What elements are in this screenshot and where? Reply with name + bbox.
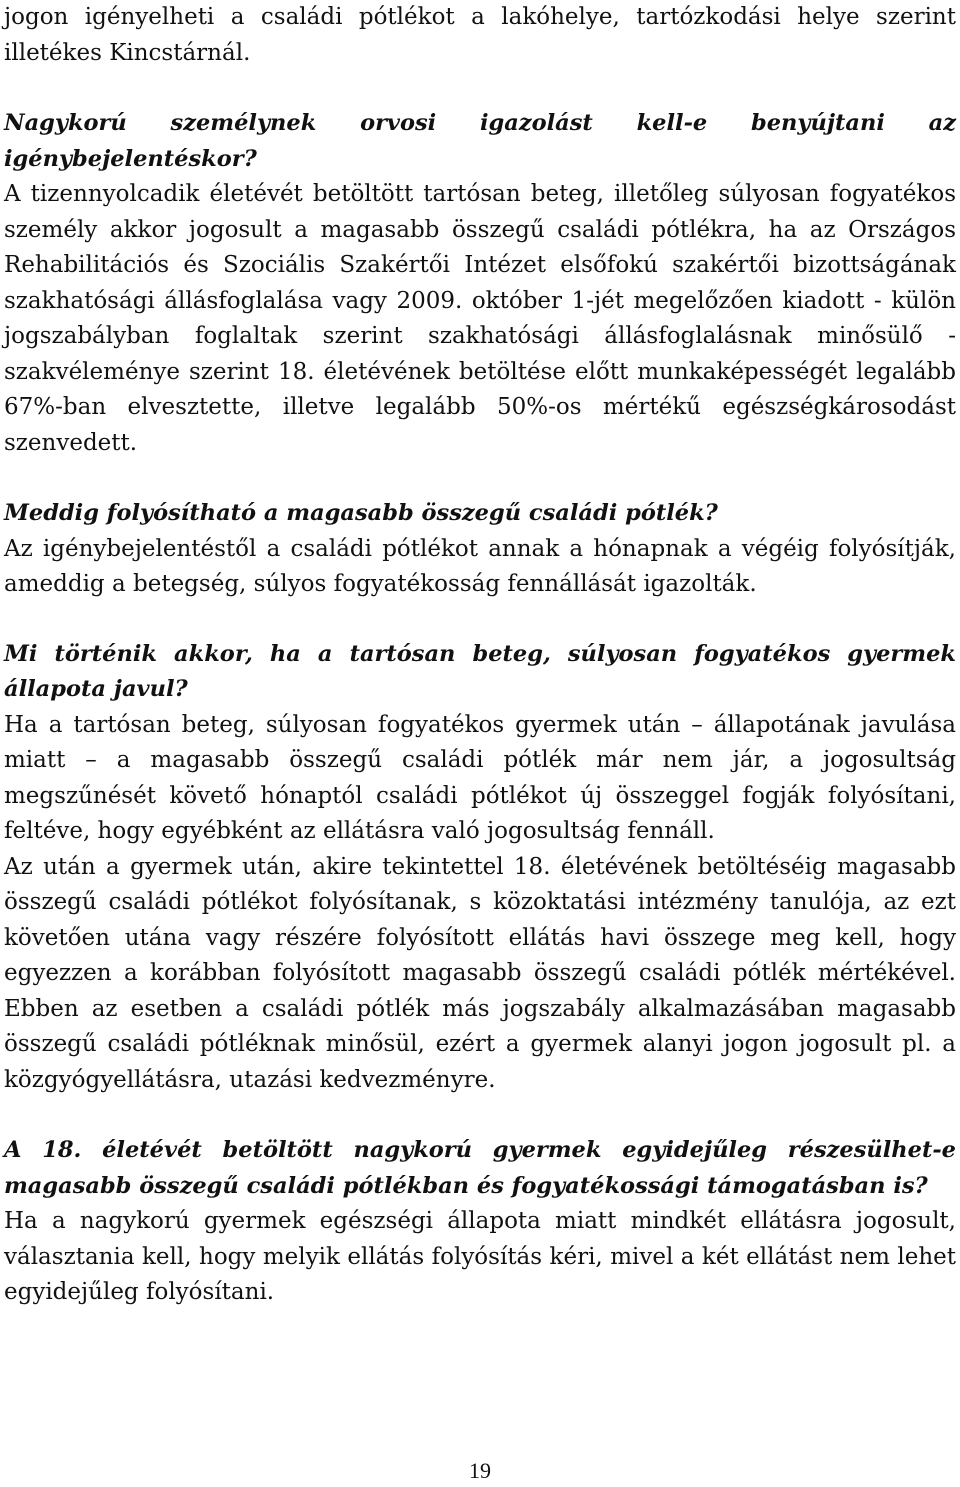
- answer-simultaneous-benefits: Ha a nagykorú gyermek egészségi állapota miatt mindkét ellátásra jogosult, választania kell, hogy melyik ellátás folyósítás kéri, mivel a két ellátást nem lehet egyidejűleg folyósítani.: [4, 1208, 956, 1305]
- answer-medical-certificate: A tizennyolcadik életévét betöltött tartósan beteg, illetőleg súlyosan fogyatékos személy akkor jogosult a magasabb összegű családi pótlékra, ha az Országos Rehabilitációs és Szociális Szakértői Intézet elsőfokú szakértői bizottságának szakhatósági állásfoglalása vagy 2009. október 1-jét megelőzően kiadott - külön jogszabályban foglaltak szerint szakhatósági állásfoglalásnak minősülő - szakvéleménye szerint 18. életévének betöltése előtt munkaképességét legalább 67%-ban elvesztette, illetve legalább 50%-os mértékű egészségkárosodást szenvedett.: [4, 181, 956, 456]
- question-medical-certificate: Nagykorú személynek orvosi igazolást kell-e benyújtani az igénybejelentéskor?: [4, 110, 956, 172]
- question-payment-duration: Meddig folyósítható a magasabb összegű családi pótlék?: [4, 500, 718, 526]
- intro-paragraph: jogon igényelheti a családi pótlékot a lakóhelye, tartózkodási helye szerint illetékes Kincstárnál.: [4, 4, 956, 66]
- page-number: 19: [469, 1458, 491, 1483]
- answer-payment-duration: Az igénybejelentéstől a családi pótlékot annak a hónapnak a végéig folyósítják, ameddig a betegség, súlyos fogyatékosság fennállását igazolták.: [4, 535, 956, 597]
- question-condition-improves: Mi történik akkor, ha a tartósan beteg, súlyosan fogyatékos gyermek állapota javul?: [4, 640, 956, 702]
- answer-condition-improves-2: Az után a gyermek után, akire tekintettel 18. életévének betöltéséig magasabb összegű családi pótlékot folyósítanak, s közoktatási intézmény tanulója, az ezt követően utána vagy részére folyósított ellátás havi összege meg kell, hogy egyezzen a korábban folyósított magasabb összegű családi pótlék mértékével. Ebben az esetben a családi pótlék más jogszabály alkalmazásában magasabb összegű családi pótléknak minősül, ezért a gyermek alanyi jogon jogosult pl. a közgyógyellátásra, utazási kedvezményre.: [4, 853, 956, 1093]
- document-page: [4, 0, 956, 1311]
- question-simultaneous-benefits: A 18. életévét betöltött nagykorú gyermek egyidejűleg részesülhet-e magasabb összegű családi pótlékban és fogyatékossági támogatásban is?: [4, 1137, 956, 1199]
- answer-condition-improves-1: Ha a tartósan beteg, súlyosan fogyatékos gyermek után – állapotának javulása miatt – a magasabb összegű családi pótlék már nem jár, a jogosultság megszűnését követő hónaptól családi pótlékot új összeggel fogják folyósítani, feltéve, hogy egyébként az ellátásra való jogosultság fennáll.: [4, 711, 956, 844]
